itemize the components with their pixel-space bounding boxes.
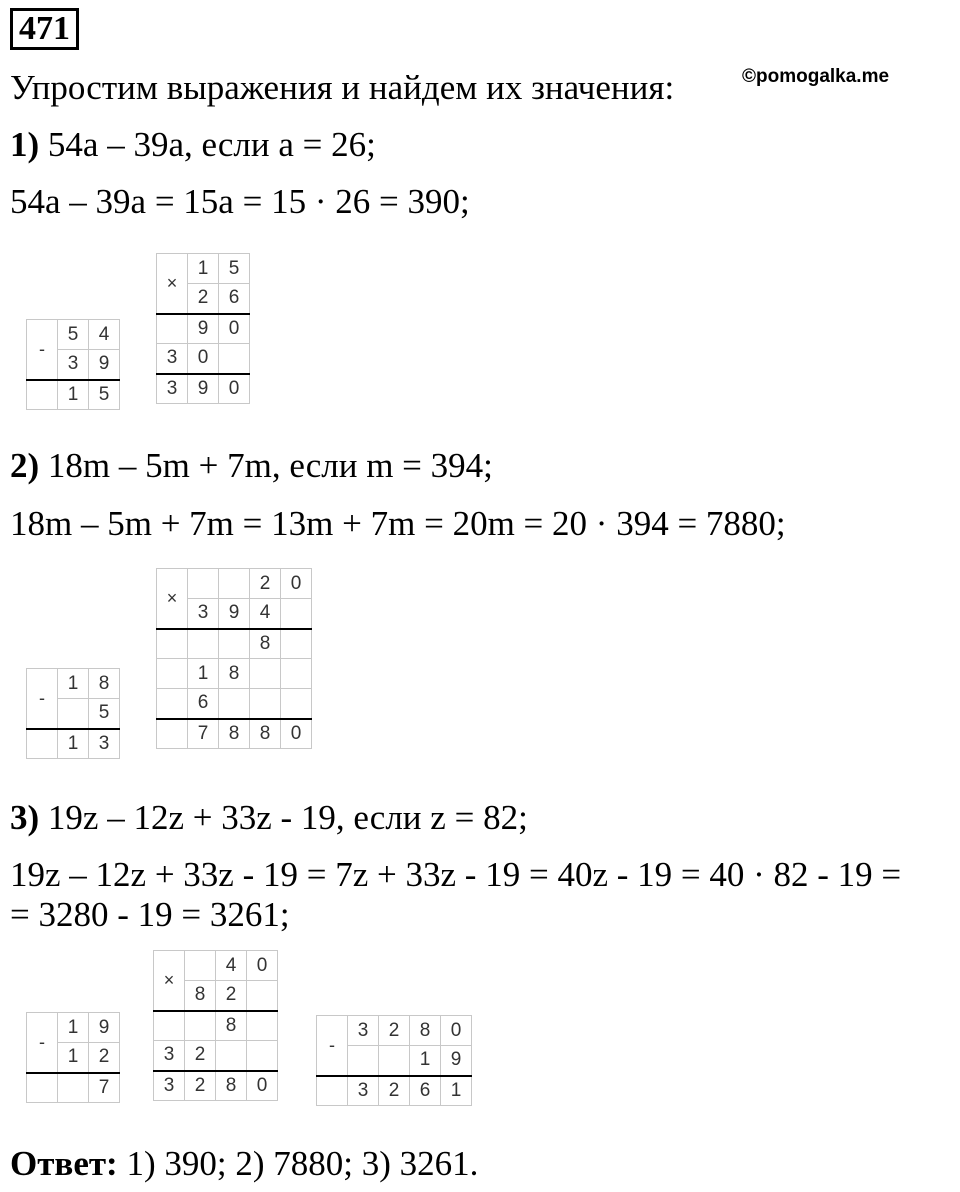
digit: 1 <box>58 729 89 759</box>
digit <box>219 569 250 599</box>
digit <box>185 1011 216 1041</box>
empty-cell <box>157 719 188 749</box>
digit: 0 <box>281 569 312 599</box>
digit: 4 <box>89 320 120 350</box>
digit: 8 <box>216 1071 247 1101</box>
digit <box>27 380 58 410</box>
part-3-task-text: 19z – 12z + 33z - 19, если z = 82; <box>39 798 528 837</box>
digit: 3 <box>157 344 188 374</box>
digit: 3 <box>154 1041 185 1071</box>
part-3-multiplication <box>153 950 278 1101</box>
digit: 0 <box>219 374 250 404</box>
digit: 6 <box>219 284 250 314</box>
digit: 4 <box>250 599 281 629</box>
digit <box>281 599 312 629</box>
part-1-task <box>10 125 376 165</box>
digit: 1 <box>58 1013 89 1043</box>
digit: 0 <box>281 719 312 749</box>
empty-cell <box>157 659 188 689</box>
digit: 8 <box>219 659 250 689</box>
part-3-solution-line-2: = 3280 - 19 = 3261; <box>10 895 290 934</box>
part-3-label: 3) <box>10 798 40 837</box>
digit: 0 <box>219 314 250 344</box>
digit <box>247 1041 278 1071</box>
part-1-multiplication <box>156 253 250 404</box>
part-2-task-text: 18m – 5m + 7m, если m = 394; <box>39 446 493 485</box>
part-2-multiplication <box>156 568 312 749</box>
digit: 3 <box>89 729 120 759</box>
digit <box>27 729 58 759</box>
part-1-solution: 54a – 39a = 15a = 15 · 26 = 390; <box>10 182 470 221</box>
digit <box>157 314 188 344</box>
digit: 0 <box>441 1016 472 1046</box>
part-3-subtraction-1 <box>26 1012 120 1103</box>
digit: 8 <box>216 1011 247 1041</box>
digit <box>317 1076 348 1106</box>
minus-sign: - <box>27 320 58 380</box>
digit: 6 <box>410 1076 441 1106</box>
digit: 1 <box>58 380 89 410</box>
digit: 3 <box>154 1071 185 1101</box>
digit: 1 <box>58 1043 89 1073</box>
part-2-task <box>10 446 493 486</box>
digit <box>250 689 281 719</box>
problem-number: 471 <box>10 8 79 50</box>
digit: 3 <box>58 350 89 380</box>
digit: 9 <box>89 1013 120 1043</box>
part-1-subtraction <box>26 319 120 410</box>
digit <box>219 689 250 719</box>
digit: 9 <box>89 350 120 380</box>
times-sign: × <box>154 951 185 1011</box>
digit <box>348 1046 379 1076</box>
digit: 2 <box>379 1076 410 1106</box>
part-3-solution-line-1: 19z – 12z + 33z - 19 = 7z + 33z - 19 = 40z - 19 = 40 · 82 - 19 = <box>10 855 902 894</box>
digit: 2 <box>188 284 219 314</box>
digit: 2 <box>216 981 247 1011</box>
digit: 2 <box>250 569 281 599</box>
digit: 9 <box>219 599 250 629</box>
part-3-subtraction-2 <box>316 1015 472 1106</box>
minus-sign: - <box>27 1013 58 1073</box>
digit: 8 <box>185 981 216 1011</box>
answer-label: Ответ: <box>10 1144 118 1183</box>
part-2-solution: 18m – 5m + 7m = 13m + 7m = 20m = 20 · 394 = 7880; <box>10 504 786 543</box>
digit: 5 <box>89 380 120 410</box>
digit: 5 <box>58 320 89 350</box>
part-1-label: 1) <box>10 125 40 164</box>
part-2-label: 2) <box>10 446 40 485</box>
part-1-task-text: 54a – 39a, если a = 26; <box>39 125 376 164</box>
digit: 1 <box>441 1076 472 1106</box>
digit <box>281 659 312 689</box>
digit <box>219 344 250 374</box>
digit <box>27 1073 58 1103</box>
digit: 9 <box>188 314 219 344</box>
digit <box>281 689 312 719</box>
digit <box>219 629 250 659</box>
digit: 0 <box>247 1071 278 1101</box>
digit: 1 <box>188 659 219 689</box>
digit: 5 <box>89 699 120 729</box>
digit <box>281 629 312 659</box>
digit: 3 <box>348 1076 379 1106</box>
digit <box>247 981 278 1011</box>
digit <box>58 699 89 729</box>
digit: 7 <box>89 1073 120 1103</box>
digit: 8 <box>250 719 281 749</box>
answer-text: 1) 390; 2) 7880; 3) 3261. <box>117 1144 479 1183</box>
digit <box>188 569 219 599</box>
digit: 8 <box>89 669 120 699</box>
minus-sign: - <box>27 669 58 729</box>
digit: 4 <box>216 951 247 981</box>
answer-line <box>10 1144 478 1184</box>
digit: 1 <box>188 254 219 284</box>
empty-cell <box>157 629 188 659</box>
digit: 3 <box>348 1016 379 1046</box>
digit: 2 <box>89 1043 120 1073</box>
times-sign: × <box>157 254 188 314</box>
digit: 2 <box>185 1071 216 1101</box>
empty-cell <box>58 1073 89 1103</box>
digit: 5 <box>219 254 250 284</box>
digit: 7 <box>188 719 219 749</box>
digit: 9 <box>441 1046 472 1076</box>
digit <box>250 659 281 689</box>
digit: 0 <box>188 344 219 374</box>
digit: 2 <box>185 1041 216 1071</box>
digit: 6 <box>188 689 219 719</box>
digit: 2 <box>379 1016 410 1046</box>
watermark: ©pomogalka.me <box>742 66 890 87</box>
digit <box>188 629 219 659</box>
digit <box>247 1011 278 1041</box>
digit: 1 <box>410 1046 441 1076</box>
intro-text: Упростим выражения и найдем их значения: <box>10 68 675 107</box>
part-2-subtraction <box>26 668 120 759</box>
digit: 8 <box>250 629 281 659</box>
digit: 8 <box>219 719 250 749</box>
digit <box>379 1046 410 1076</box>
empty-cell <box>154 1011 185 1041</box>
empty-cell <box>157 689 188 719</box>
digit: 0 <box>247 951 278 981</box>
digit: 1 <box>58 669 89 699</box>
digit: 3 <box>188 599 219 629</box>
digit: 9 <box>188 374 219 404</box>
part-3-task <box>10 798 528 838</box>
digit <box>185 951 216 981</box>
digit: 3 <box>157 374 188 404</box>
minus-sign: - <box>317 1016 348 1076</box>
digit <box>216 1041 247 1071</box>
digit: 8 <box>410 1016 441 1046</box>
times-sign: × <box>157 569 188 629</box>
